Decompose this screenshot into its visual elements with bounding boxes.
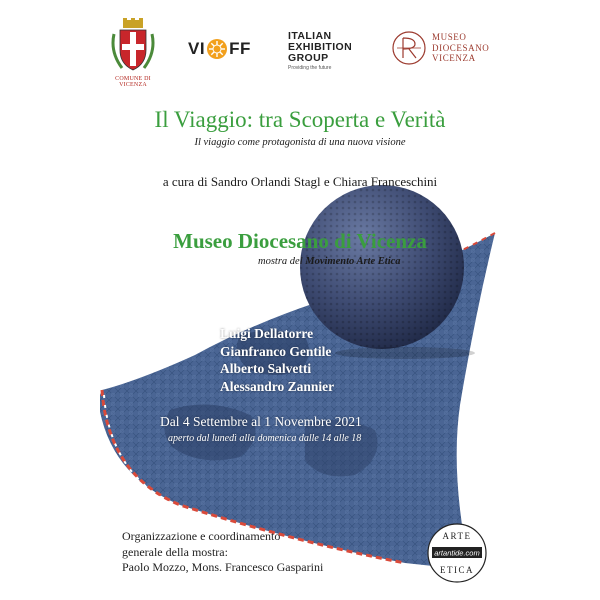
vioff-right: FF (229, 39, 251, 58)
ieg-tagline: Providing the future (288, 65, 332, 71)
ieg-line-2: EXHIBITION (288, 41, 353, 53)
exhibition-dates: Dal 4 Settembre al 1 Novembre 2021 (160, 414, 362, 429)
movement-name: Movimento Arte Etica (305, 256, 401, 267)
museo-line-1: MUSEO (432, 32, 467, 43)
poster-subtitle: Il viaggio come protagonista di una nuova visione (194, 137, 406, 148)
artist-name: Gianfranco Gentile (220, 343, 332, 359)
org-line: Organizzazione e coordinamento (122, 529, 281, 543)
artist-name: Alessandro Zannier (220, 378, 335, 394)
movement-line (258, 256, 401, 267)
italian-exhibition-group-logo (288, 31, 378, 71)
opening-hours: aperto dal lunedì alla domenica dalle 14 alle 18 (168, 433, 362, 444)
sun-icon (206, 38, 228, 60)
stamp-top-text: ARTE (442, 531, 472, 541)
arte-etica-stamp (426, 522, 488, 584)
artists-list (220, 325, 334, 395)
ieg-line-1: ITALIAN (288, 30, 332, 42)
ieg-line-3: GROUP (288, 52, 329, 64)
vioff-left: VI (188, 39, 206, 58)
org-line: Paolo Mozzo, Mons. Francesco Gasparini (122, 560, 324, 574)
stamp-middle-text: artantide.com (434, 548, 480, 558)
comune-di-vicenza-logo (105, 18, 161, 86)
organization-credits (122, 529, 323, 576)
vioff-logo (188, 36, 251, 62)
artist-name: Alberto Salvetti (220, 361, 312, 376)
museo-monogram-icon (391, 30, 427, 66)
stamp-bottom-text: ETICA (440, 565, 474, 575)
venue-title: Museo Diocesano di Vicenza (173, 229, 427, 253)
coat-of-arms-icon (110, 18, 156, 74)
org-line: generale della mostra: (122, 544, 228, 559)
museo-line-2: DIOCESANO (432, 42, 490, 53)
museo-diocesano-logo (391, 30, 489, 66)
artist-name: Luigi Dellatorre (220, 326, 314, 341)
movement-prefix: mostra del (258, 256, 306, 267)
curators-line: a cura di Sandro Orlandi Stagl e Chiara Franceschini (162, 174, 438, 189)
poster-title: Il Viaggio: tra Scoperta e Verità (154, 107, 446, 132)
comune-caption: COMUNE DI VICENZA (115, 76, 151, 88)
museo-line-3: VICENZA (432, 53, 476, 64)
